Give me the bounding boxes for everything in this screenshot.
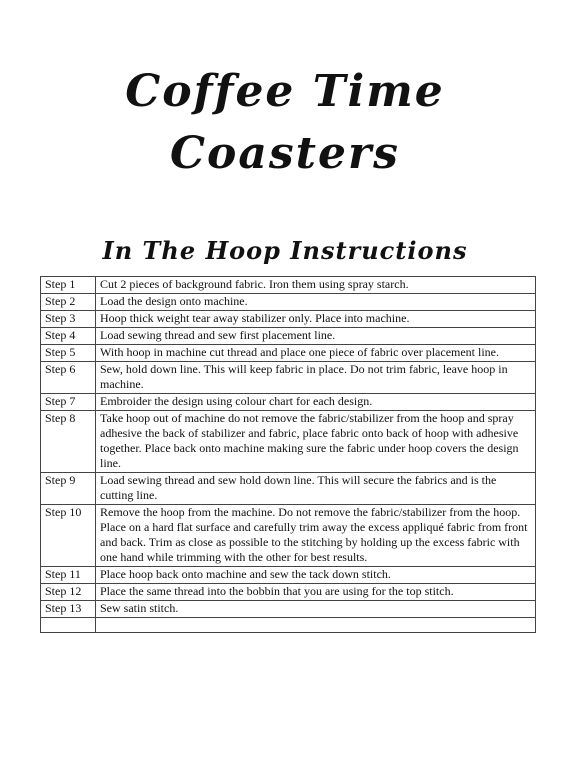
step-label: Step 8: [41, 411, 96, 473]
step-text: Cut 2 pieces of background fabric. Iron them using spray starch.: [96, 277, 536, 294]
step-label: Step 7: [41, 394, 96, 411]
table-row: [41, 277, 536, 294]
step-text: Hoop thick weight tear away stabilizer only. Place into machine.: [96, 311, 536, 328]
section-heading: In The Hoop Instructions: [102, 236, 468, 265]
step-text: Sew satin stitch.: [96, 601, 536, 618]
step-text: Embroider the design using colour chart for each design.: [96, 394, 536, 411]
step-text: Load sewing thread and sew first placement line.: [96, 328, 536, 345]
step-label: Step 5: [41, 345, 96, 362]
step-label: Step 6: [41, 362, 96, 394]
table-row: [41, 584, 536, 601]
instructions-table: [40, 276, 536, 633]
step-label: Step 1: [41, 277, 96, 294]
table-row: [41, 394, 536, 411]
page-title-line1: Coffee Time: [125, 66, 445, 117]
step-label: Step 10: [41, 505, 96, 567]
table-row: [41, 601, 536, 618]
table-row: [41, 411, 536, 473]
step-text: Load sewing thread and sew hold down line. This will secure the fabrics and is the cutting line.: [96, 473, 536, 505]
step-text: Place hoop back onto machine and sew the tack down stitch.: [96, 567, 536, 584]
step-text: Load the design onto machine.: [96, 294, 536, 311]
step-label: Step 9: [41, 473, 96, 505]
empty-cell: [96, 618, 536, 633]
table-row: [41, 362, 536, 394]
step-text: Sew, hold down line. This will keep fabric in place. Do not trim fabric, leave hoop in machine.: [96, 362, 536, 394]
step-label: Step 4: [41, 328, 96, 345]
table-row: [41, 345, 536, 362]
step-text: Take hoop out of machine do not remove the fabric/stabilizer from the hoop and spray adhesive the back of stabilizer and fabric, place fabric onto back of hoop with adhesive together. Place back onto machine making sure the fabric under hoop covers the design line.: [96, 411, 536, 473]
step-text: Remove the hoop from the machine. Do not remove the fabric/stabilizer from the hoop. Place on a hard flat surface and carefully trim away the excess appliqué fabric from front and back. Trim as close as possible to the stitching by holding up the excess fabric with one hand while trimming with the other for best results.: [96, 505, 536, 567]
table-row: [41, 294, 536, 311]
table-row: [41, 473, 536, 505]
step-label: Step 2: [41, 294, 96, 311]
empty-cell: [41, 618, 96, 633]
table-row: [41, 567, 536, 584]
step-label: Step 13: [41, 601, 96, 618]
empty-row: [41, 618, 536, 633]
page-title-line2: Coasters: [170, 128, 400, 179]
step-text: With hoop in machine cut thread and place one piece of fabric over placement line.: [96, 345, 536, 362]
step-label: Step 12: [41, 584, 96, 601]
table-row: [41, 328, 536, 345]
step-label: Step 3: [41, 311, 96, 328]
table-row: [41, 505, 536, 567]
step-label: Step 11: [41, 567, 96, 584]
step-text: Place the same thread into the bobbin that you are using for the top stitch.: [96, 584, 536, 601]
table-row: [41, 311, 536, 328]
